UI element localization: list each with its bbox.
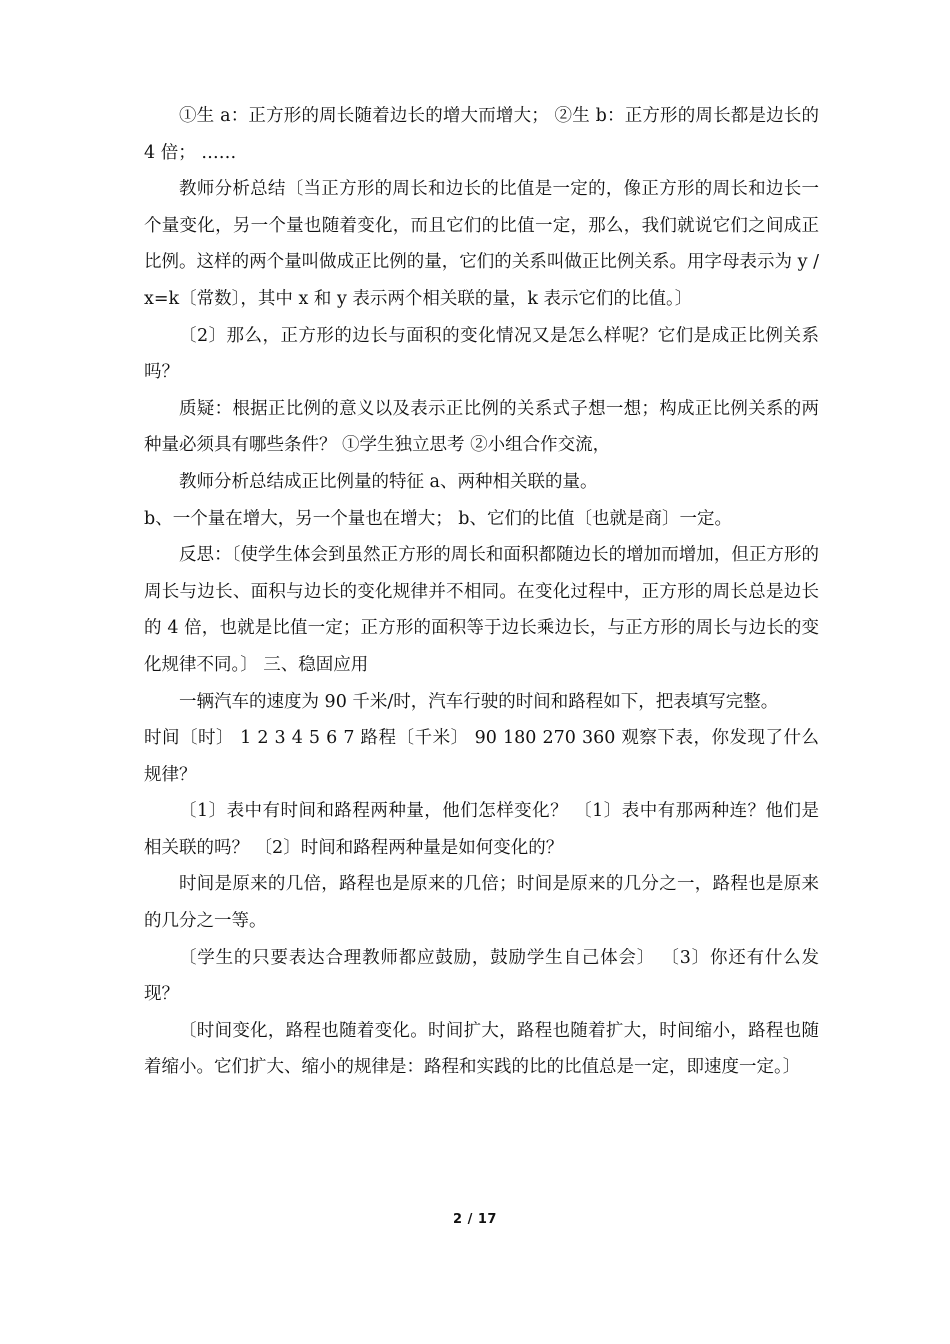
paragraph-features-b: b、一个量在增大，另一个量也在增大； b、它们的比值〔也就是商〕一定。: [144, 508, 732, 529]
page-number: 2 / 17: [453, 1212, 497, 1227]
paragraph-reflection: 反思：〔使学生体会到虽然正方形的周长和面积都随边长的增加而增加，但正方形的周长与边长、面积与边长的变化规律并不相同。在变化过程中，正方形的周长总是边长的 4 倍，也就是比值一定；正方形的面积等于边长乘边长，与正方形的周长与边长的变化规律不同。〕 三、稳固应用: [144, 545, 819, 675]
paragraph-time-multiple: 时间是原来的几倍，路程也是原来的几倍；时间是原来的几分之一，路程也是原来的几分之一等。: [144, 874, 819, 932]
paragraph-questions-table: 〔1〕表中有时间和路程两种量，他们怎样变化？ 〔1〕表中有那两种连？他们是相关联的吗？ 〔2〕时间和路程两种量是如何变化的？: [144, 801, 819, 858]
paragraph-car-speed: 一辆汽车的速度为 90 千米/时，汽车行驶的时间和路程如下，把表填写完整。: [179, 691, 779, 712]
paragraph-teacher-summary: 教师分析总结〔当正方形的周长和边长的比值是一定的，像正方形的周长和边长一个量变化，另一个量也随着变化，而且它们的比值一定，那么，我们就说它们之间成正比例。这样的两个量叫做成正比例的量，它们的关系叫做正比例关系。用字母表示为 y / x=k〔常数〕，其中 x 和 y 表示两个相关联的量，k 表示它们的比值。〕: [144, 179, 819, 309]
document-body: [144, 98, 819, 1086]
paragraph-student-answers: ①生 a：正方形的周长随着边长的增大而增大； ②生 b：正方形的周长都是边长的 4 倍； ……: [144, 106, 819, 163]
paragraph-conclusion: 〔时间变化，路程也随着变化。时间扩大，路程也随着扩大，时间缩小，路程也随着缩小。它们扩大、缩小的规律是：路程和实践的比的比值总是一定，即速度一定。〕: [144, 1020, 819, 1078]
paragraph-doubt: 质疑：根据正比例的意义以及表示正比例的关系式子想一想；构成正比例关系的两种量必须具有哪些条件？ ①学生独立思考 ②小组合作交流，: [144, 398, 819, 456]
paragraph-encourage: 〔学生的只要表达合理教师都应鼓励，鼓励学生自己体会〕 〔3〕你还有什么发现？: [144, 947, 819, 1005]
paragraph-time-distance-table: 时间〔时〕 1 2 3 4 5 6 7 路程〔千米〕 90 180 270 360 观察下表，你发现了什么规律？: [144, 728, 819, 785]
paragraph-features: 教师分析总结成正比例量的特征 a、两种相关联的量。: [179, 471, 598, 492]
paragraph-question-2: 〔2〕那么，正方形的边长与面积的变化情况又是怎么样呢？它们是成正比例关系吗？: [144, 325, 819, 383]
